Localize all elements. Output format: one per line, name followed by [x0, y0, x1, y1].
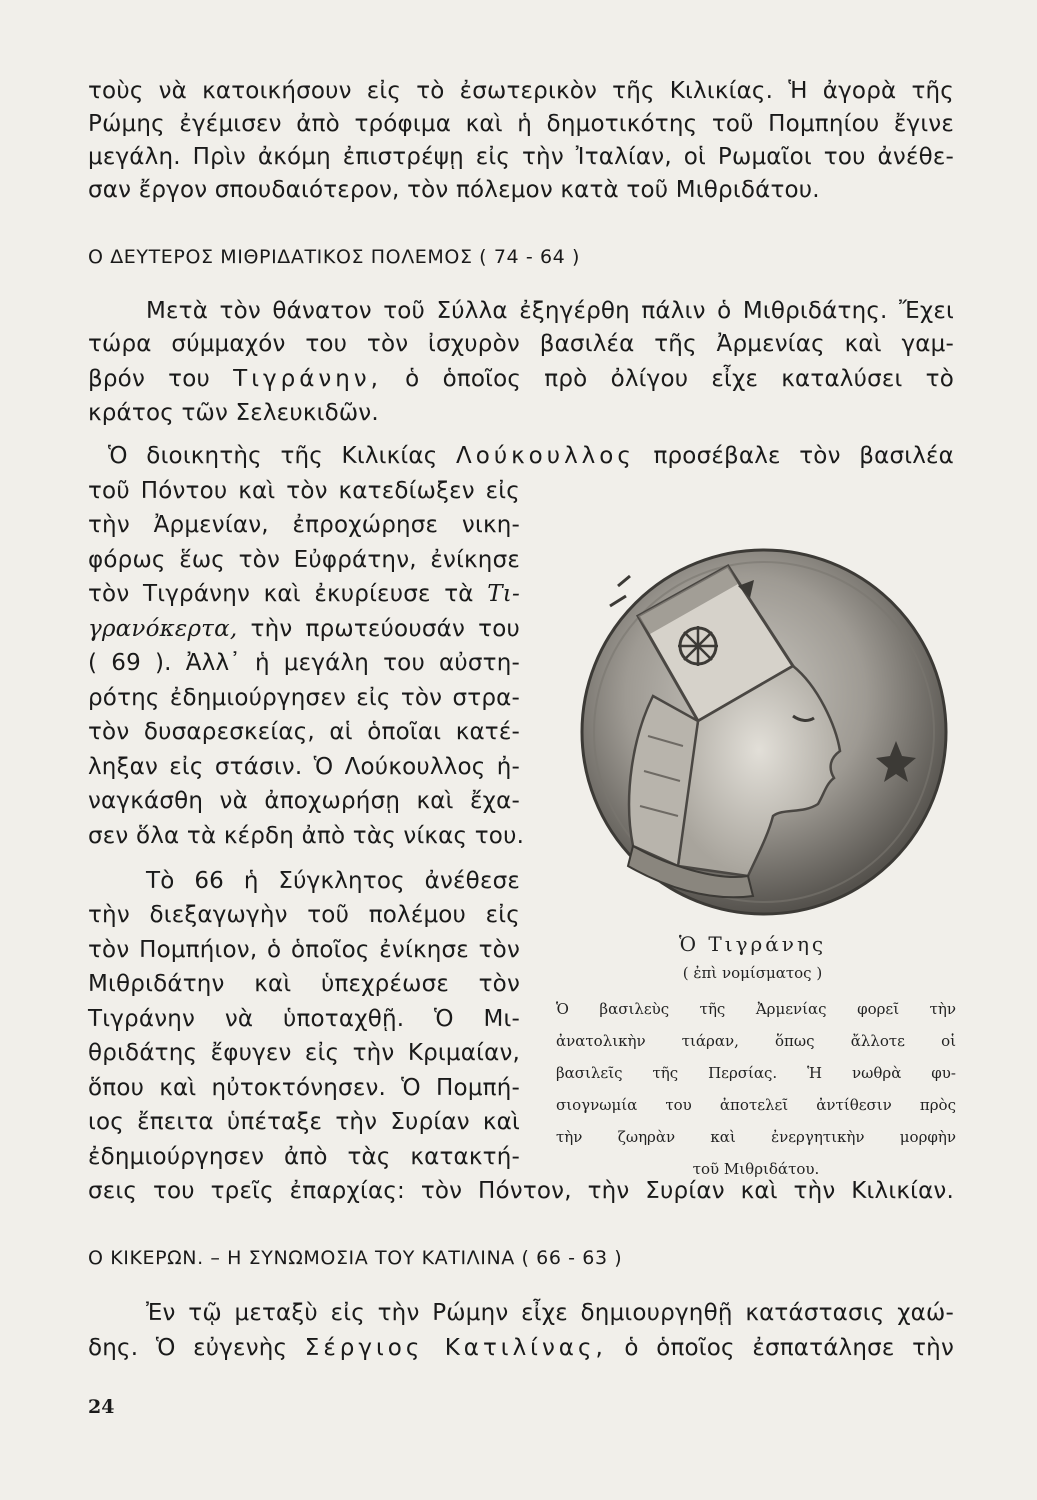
text-line: θριδάτης ἔφυγεν εἰς τὴν Κριμαίαν, [88, 1040, 520, 1066]
text-line: φόρως ἕως τὸν Εὐφράτην, ἐνίκησε [88, 547, 520, 573]
text-line: ( 69 ). Ἀλλ᾽ ἡ μεγάλη του αὐστη- [88, 650, 520, 676]
figure-subtitle: ( ἐπὶ νομίσματος ) [682, 964, 823, 982]
text-run: τὴν πρωτεύουσάν του [250, 616, 520, 642]
text-line: σεις του τρεῖς ἐπαρχίας: τὸν Πόντον, τὴν Συρίαν καὶ τὴν Κιλικίαν. [88, 1178, 954, 1204]
text-line [88, 579, 520, 609]
tigranes-coin-figure [578, 546, 950, 918]
figure-caption-line: βασιλεῖς τῆς Περσίας. Ἡ νωθρὰ φυ- [556, 1064, 956, 1082]
text-line: τὴν Ἀρμενίαν, ἐπροχώρησε νικη- [88, 512, 520, 538]
text-run: προσέβαλε τὸν βασιλέα [653, 443, 955, 469]
text-line: σεν ὅλα τὰ κέρδη ἀπὸ τὰς νίκας του. [88, 823, 525, 849]
text-line: ληξαν εἰς στάσιν. Ὁ Λούκουλλος ἠ- [88, 754, 520, 780]
text-run: Ὁ διοικητὴς τῆς Κιλικίας [108, 443, 438, 469]
text-line: τὸν Πομπήιον, ὁ ὁποῖος ἐνίκησε τὸν [88, 937, 520, 963]
text-line: ὅπου καὶ ηὐτοκτόνησεν. Ὁ Πομπή- [88, 1075, 520, 1101]
text-run: ὁ ὁποῖος πρὸ ὀλίγου εἶχε καταλύσει τὸ [405, 366, 955, 392]
text-line: ρότης ἐδημιούργησεν εἰς τὸν στρα- [88, 685, 520, 711]
text-line: Τὸ 66 ἡ Σύγκλητος ἀνέθεσε [146, 868, 520, 894]
text-line: ιος ἔπειτα ὑπέταξε τὴν Συρίαν καὶ [88, 1109, 520, 1135]
text-line [88, 364, 954, 394]
text-run: βρόν του [88, 366, 210, 392]
text-line: τοῦ Πόντου καὶ τὸν κατεδίωξεν εἰς [88, 478, 520, 504]
text-line: Ἐν τῷ μεταξὺ εἰς τὴν Ρώμην εἶχε δημιουργηθῇ κατάστασις χαώ- [146, 1300, 954, 1326]
figure-caption-line: τοῦ Μιθριδάτου. [692, 1160, 820, 1178]
text-line: τὴν διεξαγωγὴν τοῦ πολέμου εἰς [88, 902, 520, 928]
italic-word: γρανόκερτα, [88, 616, 238, 642]
text-line: κράτος τῶν Σελευκιδῶν. [88, 400, 379, 426]
text-line [88, 1333, 954, 1363]
figure-caption-line: τὴν ζωηρὰν καὶ ἐνεργητικὴν μορφὴν [556, 1128, 956, 1146]
page-number: 24 [88, 1396, 115, 1418]
text-run: δης. Ὁ εὐγενὴς [88, 1335, 288, 1361]
figure-title: Ὁ Τιγράνης [678, 932, 827, 956]
text-line: ἐδημιούργησεν ἀπὸ τὰς κατακτή- [88, 1144, 520, 1170]
text-line: Μιθριδάτην καὶ ὑπεχρέωσε τὸν [88, 971, 520, 997]
text-line: μεγάλη. Πρὶν ἀκόμη ἐπιστρέψῃ εἰς τὴν Ἰταλίαν, οἱ Ρωμαῖοι του ἀνέθε- [88, 144, 954, 170]
text-run: ὁ ὁποῖος ἐσπατάλησε τὴν [624, 1335, 954, 1361]
italic-word: Τι- [487, 581, 520, 607]
text-line [88, 614, 520, 644]
name-tigranes: Τιγράνην, [233, 366, 382, 392]
text-line: Μετὰ τὸν θάνατον τοῦ Σύλλα ἐξηγέρθη πάλιν ὁ Μιθριδάτης. Ἔχει [146, 298, 954, 324]
name-lucullus: Λούκουλλος [456, 443, 635, 469]
text-line: σαν ἔργον σπουδαιότερον, τὸν πόλεμον κατὰ τοῦ Μιθριδάτου. [88, 177, 820, 203]
text-line: τώρα σύμμαχόν του τὸν ἰσχυρὸν βασιλέα τῆς Ἀρμενίας καὶ γαμ- [88, 331, 954, 357]
text-line: Τιγράνην νὰ ὑποταχθῇ. Ὁ Μι- [88, 1006, 520, 1032]
text-line [108, 441, 954, 471]
text-run: τὸν Τιγράνην καὶ ἐκυρίευσε τὰ [88, 581, 474, 607]
text-line: τοὺς νὰ κατοικήσουν εἰς τὸ ἐσωτερικὸν τῆς Κιλικίας. Ἡ ἀγορὰ τῆς [88, 78, 954, 104]
name-catiline: Σέργιος Κατιλίνας, [304, 1335, 607, 1361]
section-heading: Ο ΔΕΥΤΕΡΟΣ ΜΙΘΡΙΔΑΤΙΚΟΣ ΠΟΛΕΜΟΣ ( 74 - 64 ) [88, 246, 580, 268]
text-line: ναγκάσθη νὰ ἀποχωρήσῃ καὶ ἔχα- [88, 788, 520, 814]
text-line: Ρώμης ἐγέμισεν ἀπὸ τρόφιμα καὶ ἡ δημοτικότης τοῦ Πομπηίου ἔγινε [88, 111, 954, 137]
figure-caption-line: Ὁ βασιλεὺς τῆς Ἀρμενίας φορεῖ τὴν [556, 1000, 956, 1018]
section-heading: Ο ΚΙΚΕΡΩΝ. – Η ΣΥΝΩΜΟΣΙΑ ΤΟΥ ΚΑΤΙΛΙΝΑ ( 66 - 63 ) [88, 1247, 623, 1269]
figure-caption-line: σιογνωμία του ἀποτελεῖ ἀντίθεσιν πρὸς [556, 1096, 956, 1114]
text-line: τὸν δυσαρεσκείας, αἱ ὁποῖαι κατέ- [88, 719, 520, 745]
coin-image [578, 546, 950, 918]
figure-caption-line: ἀνατολικὴν τιάραν, ὅπως ἄλλοτε οἱ [556, 1032, 956, 1050]
